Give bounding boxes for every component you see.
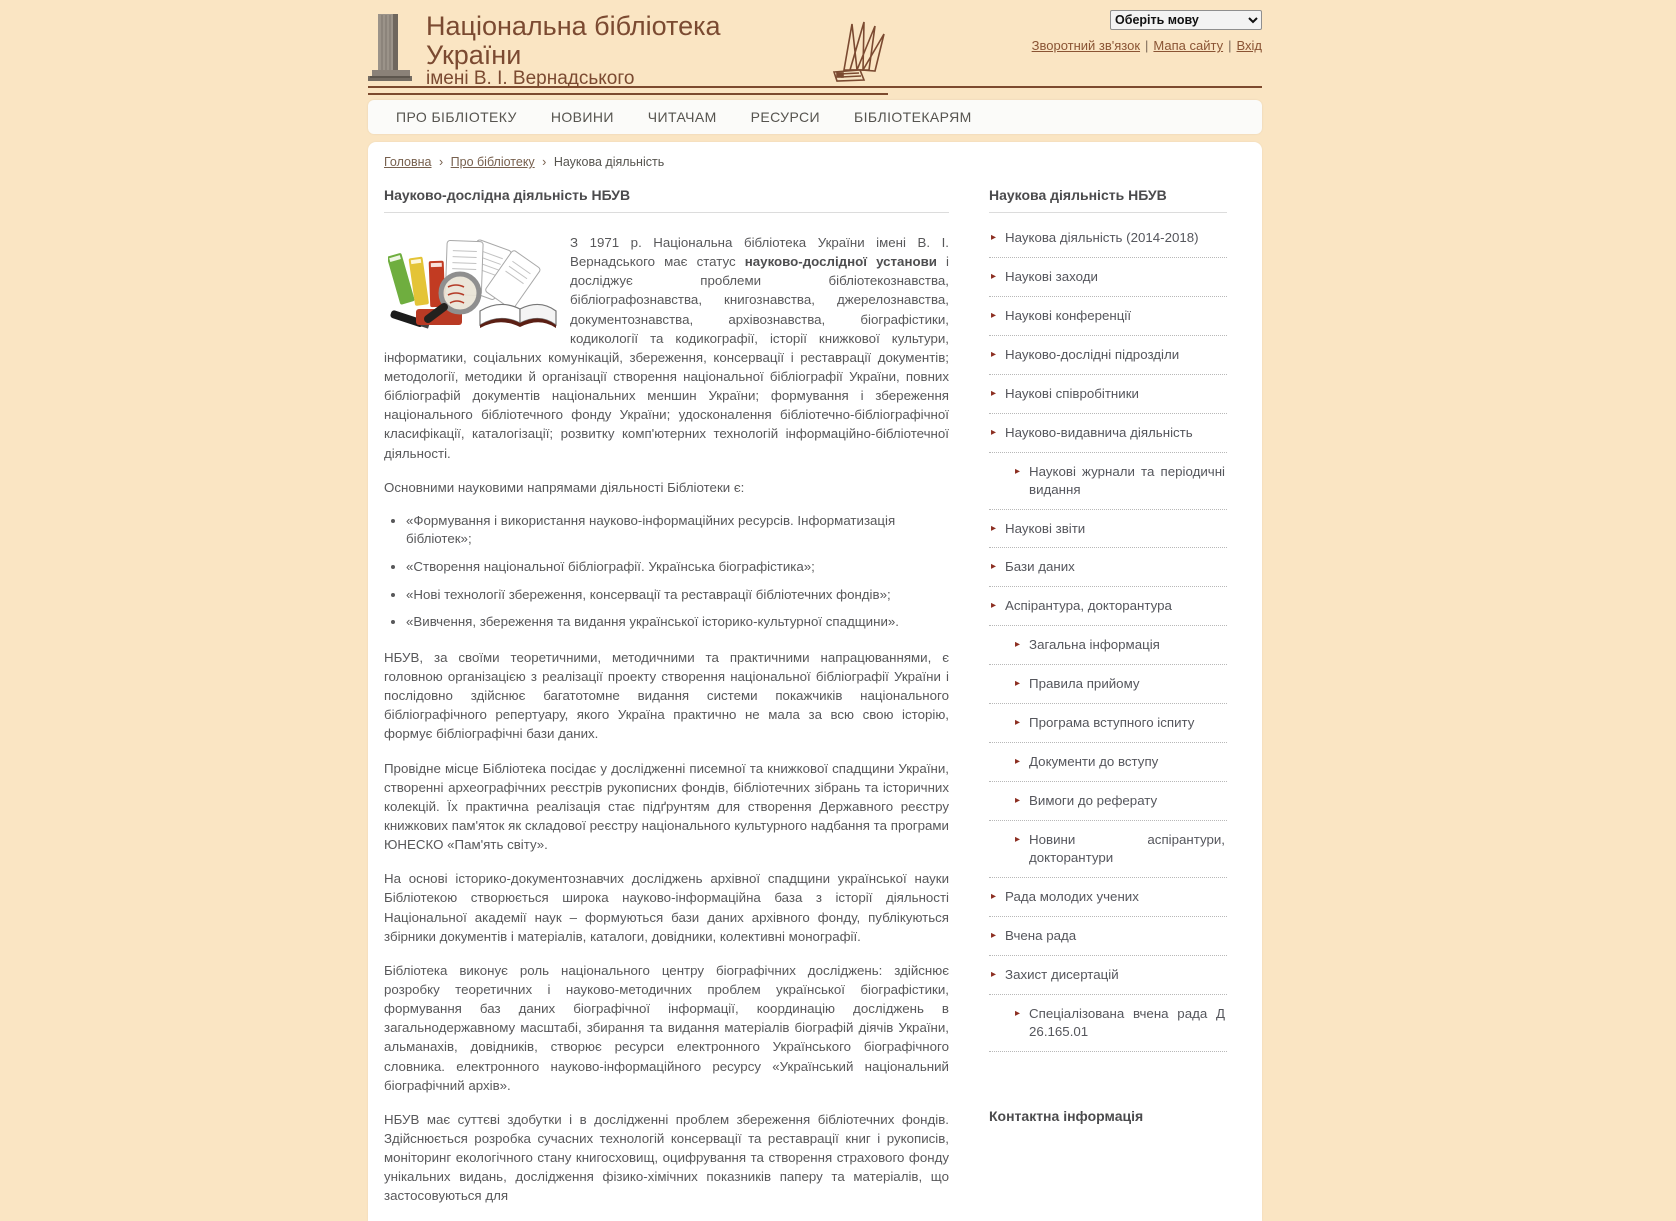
library-building-icon <box>368 12 412 89</box>
breadcrumb-link-home[interactable]: Головна <box>384 155 432 169</box>
body-paragraph: НБУВ має суттєві здобутки і в дослідженні проблем збереження бібліотечних фондів. Здійснюється розробка сучасних технологій консервації та реставрації книг і рукописів, моніторинг екологічного стану книгосховищ, оцифрування та створення страхового фонду унікальних видань, дослідження фізико-хімічних показників паперу та матеріалів, що застосовуються для <box>384 1111 949 1204</box>
main-column <box>384 185 949 1221</box>
direction-item: • «Формування і використання науково-інформаційних ресурсів. Інформатизація бібліотек»; <box>406 512 949 549</box>
header-divider <box>368 86 1262 88</box>
sidebar-item-publishing-activity[interactable]: ▸ Науково-видавнича діяльність <box>989 414 1227 453</box>
triangle-bullet-icon: ▸ <box>991 968 997 980</box>
nav-item-librarians[interactable]: БІБЛІОТЕКАРЯМ <box>854 109 972 125</box>
breadcrumb-current: Наукова діяльність <box>553 155 665 169</box>
sidebar-item-dissertation-defense[interactable]: ▸ Захист дисертацій <box>989 956 1227 995</box>
site-subtitle: імені В. І. Вернадського <box>426 68 635 90</box>
triangle-bullet-icon: ▸ <box>1015 465 1021 477</box>
body-paragraph: НБУВ, за своїми теоретичними, методичними та практичними напрацюваннями, є головною організацією з реалізації проекту створення національної бібліографії України і послідовно здійснює багатотомне видання системи покажчиків національного бібліографічного репертуару, якого Україна практично не мала за всю свою історію, формує бібліографічні бази даних. <box>384 649 949 742</box>
intro-text-bold: науково-дослідної установи <box>744 254 937 270</box>
sidebar-item-general-information[interactable]: ▸ Загальна інформація <box>989 626 1227 665</box>
sidebar-title: Наукова діяльність НБУВ <box>989 187 1227 213</box>
triangle-bullet-icon: ▸ <box>1015 717 1021 729</box>
breadcrumb <box>384 155 1246 169</box>
nav-item-readers[interactable]: ЧИТАЧАМ <box>647 109 717 125</box>
sidebar-item-postgraduate-news[interactable]: ▸ Новини аспірантури, докторантури <box>989 821 1227 878</box>
site-title-block <box>426 12 790 89</box>
sidebar-item-admission-rules[interactable]: ▸ Правила прийому <box>989 665 1227 704</box>
sidebar-item-abstract-requirements[interactable]: ▸ Вимоги до реферату <box>989 782 1227 821</box>
site-header <box>368 0 1262 92</box>
utility-links <box>1032 38 1262 53</box>
link-separator: | <box>1145 38 1149 53</box>
content-card <box>368 142 1262 1221</box>
link-separator: | <box>1228 38 1232 53</box>
triangle-bullet-icon: ▸ <box>991 929 997 941</box>
page-title: Науково-дослідна діяльність НБУВ <box>384 187 949 213</box>
directions-list <box>406 512 949 632</box>
sidebar-item-scientific-staff[interactable]: ▸ Наукові співробітники <box>989 375 1227 414</box>
contact-info-title: Контактна інформація <box>989 1107 1144 1124</box>
sidebar-item-databases[interactable]: ▸ Бази даних <box>989 548 1227 587</box>
sidebar-item-scientific-activity-2014-2018[interactable]: ▸ Наукова діяльність (2014-2018) <box>989 219 1227 258</box>
sidebar-item-postgraduate-doctorate[interactable]: ▸ Аспірантура, докторантура <box>989 587 1227 626</box>
body-paragraph: Провідне місце Бібліотека посідає у дослідженні писемної та книжкової спадщини України, створенні археографічних реєстрів рукописних фондів, бібліотечних зібрань та історичних колекцій. Їх практична реалізація стає підґрунтям для створення Державного реєстру книжкових пам'яток як складової реєстру національного культурного надбання та програми ЮНЕСКО «Пам'ять світу». <box>384 760 949 853</box>
triangle-bullet-icon: ▸ <box>991 426 997 438</box>
body-paragraph: Бібліотека виконує роль національного центру біографічних досліджень: здійснює розробку теоретичних і науково-методичних проблем української біографістики, формування баз даних біографічної інформації, координацію досліджень в загальнодержавному масштабі, збирання та видання матеріалів біографій діячів України, альманахів, довідників, створює ресурси електронного Українського біографічного словника. електронного науково-інформаційного ресурсу «Український національний біографічний архів». <box>384 962 949 1093</box>
breadcrumb-separator: › <box>542 155 547 169</box>
sidebar-item-admission-documents[interactable]: ▸ Документи до вступу <box>989 743 1227 782</box>
books-and-magnifier-image <box>388 235 558 332</box>
intro-text-after: і досліджує проблеми бібліотекознавства, бібліографознавства, книгознавства, джерелознавства, документознавства, архівознавства, біографістики, кодикології та кодикографії, історії книжкової культури, інформатики, соціальних комунікацій, збереження, консервації і реставрації документів; методології, методики й організації створення національної бібліографії України, повних бібліографій документів національних меншин України; формування і збереження національного бібліотечного фонду України; удосконалення бібліотечно-бібліографічної класифікації, каталогізації; розвитку комп'ютерних технологій інформаційно-бібліотечної діяльності. <box>384 254 950 461</box>
triangle-bullet-icon: ▸ <box>991 270 997 282</box>
triangle-bullet-icon: ▸ <box>991 387 997 399</box>
triangle-bullet-icon: ▸ <box>1015 795 1021 807</box>
nav-item-about-library[interactable]: ПРО БІБЛІОТЕКУ <box>396 109 517 125</box>
breadcrumb-separator: › <box>438 155 444 169</box>
sidebar-item-research-departments[interactable]: ▸ Науково-дослідні підрозділи <box>989 336 1227 375</box>
triangle-bullet-icon: ▸ <box>991 309 997 321</box>
triangle-bullet-icon: ▸ <box>1015 1007 1021 1019</box>
triangle-bullet-icon: ▸ <box>1015 756 1021 768</box>
direction-item: • «Вивчення, збереження та видання української історико-культурної спадщини». <box>406 613 949 632</box>
logo-block[interactable] <box>368 0 888 95</box>
triangle-bullet-icon: ▸ <box>1015 678 1021 690</box>
page-container <box>368 0 1262 1221</box>
intro-text-before: З 1971 р. Національна бібліотека України імені В. І. Вернадського має статус <box>570 235 949 270</box>
feedback-link[interactable]: Зворотний зв'язок <box>1031 38 1141 53</box>
triangle-bullet-icon: ▸ <box>991 232 997 243</box>
header-utilities <box>1032 10 1262 53</box>
triangle-bullet-icon: ▸ <box>991 890 997 902</box>
sitemap-link[interactable]: Мапа сайту <box>1153 38 1224 53</box>
sidebar-item-scientific-events[interactable]: ▸ Наукові заходи <box>989 258 1227 297</box>
triangle-bullet-icon: ▸ <box>1015 639 1021 651</box>
direction-item: • «Нові технології збереження, консервації та реставрації бібліотечних фондів»; <box>406 586 949 605</box>
sidebar-item-specialized-academic-council[interactable]: ▸ Спеціалізована вчена рада Д 26.165.01 <box>989 995 1227 1052</box>
sidebar-item-entrance-exam-program[interactable]: ▸ Програма вступного іспиту <box>989 704 1227 743</box>
directions-intro: Основними науковими напрямами діяльності Бібліотеки є: <box>384 479 745 495</box>
body-paragraph: На основі історико-документознавчих досліджень архівної спадщини української науки Бібліотекою створюється широка науково-інформаційна база з історії діяльності Національної академії наук – формуються бази даних архівного фонду, публікуються збірники документів і матеріалів, каталоги, довідники, колективні монографії. <box>384 871 949 944</box>
intro-paragraph <box>384 233 949 463</box>
triangle-bullet-icon: ▸ <box>1015 834 1021 845</box>
site-title: Національна бібліотека України <box>426 11 721 70</box>
sidebar-item-scientific-reports[interactable]: ▸ Наукові звіти <box>989 510 1227 549</box>
sidebar-menu <box>989 219 1227 1052</box>
breadcrumb-link-about-library[interactable]: Про бібліотеку <box>450 155 535 169</box>
sidebar-item-academic-council[interactable]: ▸ Вчена рада <box>989 917 1227 956</box>
triangle-bullet-icon: ▸ <box>991 522 997 534</box>
open-book-logo-icon <box>830 18 888 89</box>
language-select[interactable] <box>1110 10 1262 30</box>
nav-item-resources[interactable]: РЕСУРСИ <box>750 109 821 125</box>
triangle-bullet-icon: ▸ <box>991 348 997 360</box>
direction-item: • «Створення національної бібліографії. Українська біографістика»; <box>406 558 949 577</box>
login-link[interactable]: Вхід <box>1236 38 1262 53</box>
main-navigation <box>368 100 1262 134</box>
triangle-bullet-icon: ▸ <box>991 561 997 573</box>
sidebar-item-scientific-conferences[interactable]: ▸ Наукові конференції <box>989 297 1227 336</box>
nav-item-news[interactable]: НОВИНИ <box>550 109 614 125</box>
triangle-bullet-icon: ▸ <box>991 600 997 612</box>
sidebar-item-young-scientists-council[interactable]: ▸ Рада молодих учених <box>989 878 1227 917</box>
sidebar <box>989 185 1227 1221</box>
sidebar-item-scientific-journals[interactable]: ▸ Наукові журнали та періодичні видання <box>989 453 1227 510</box>
